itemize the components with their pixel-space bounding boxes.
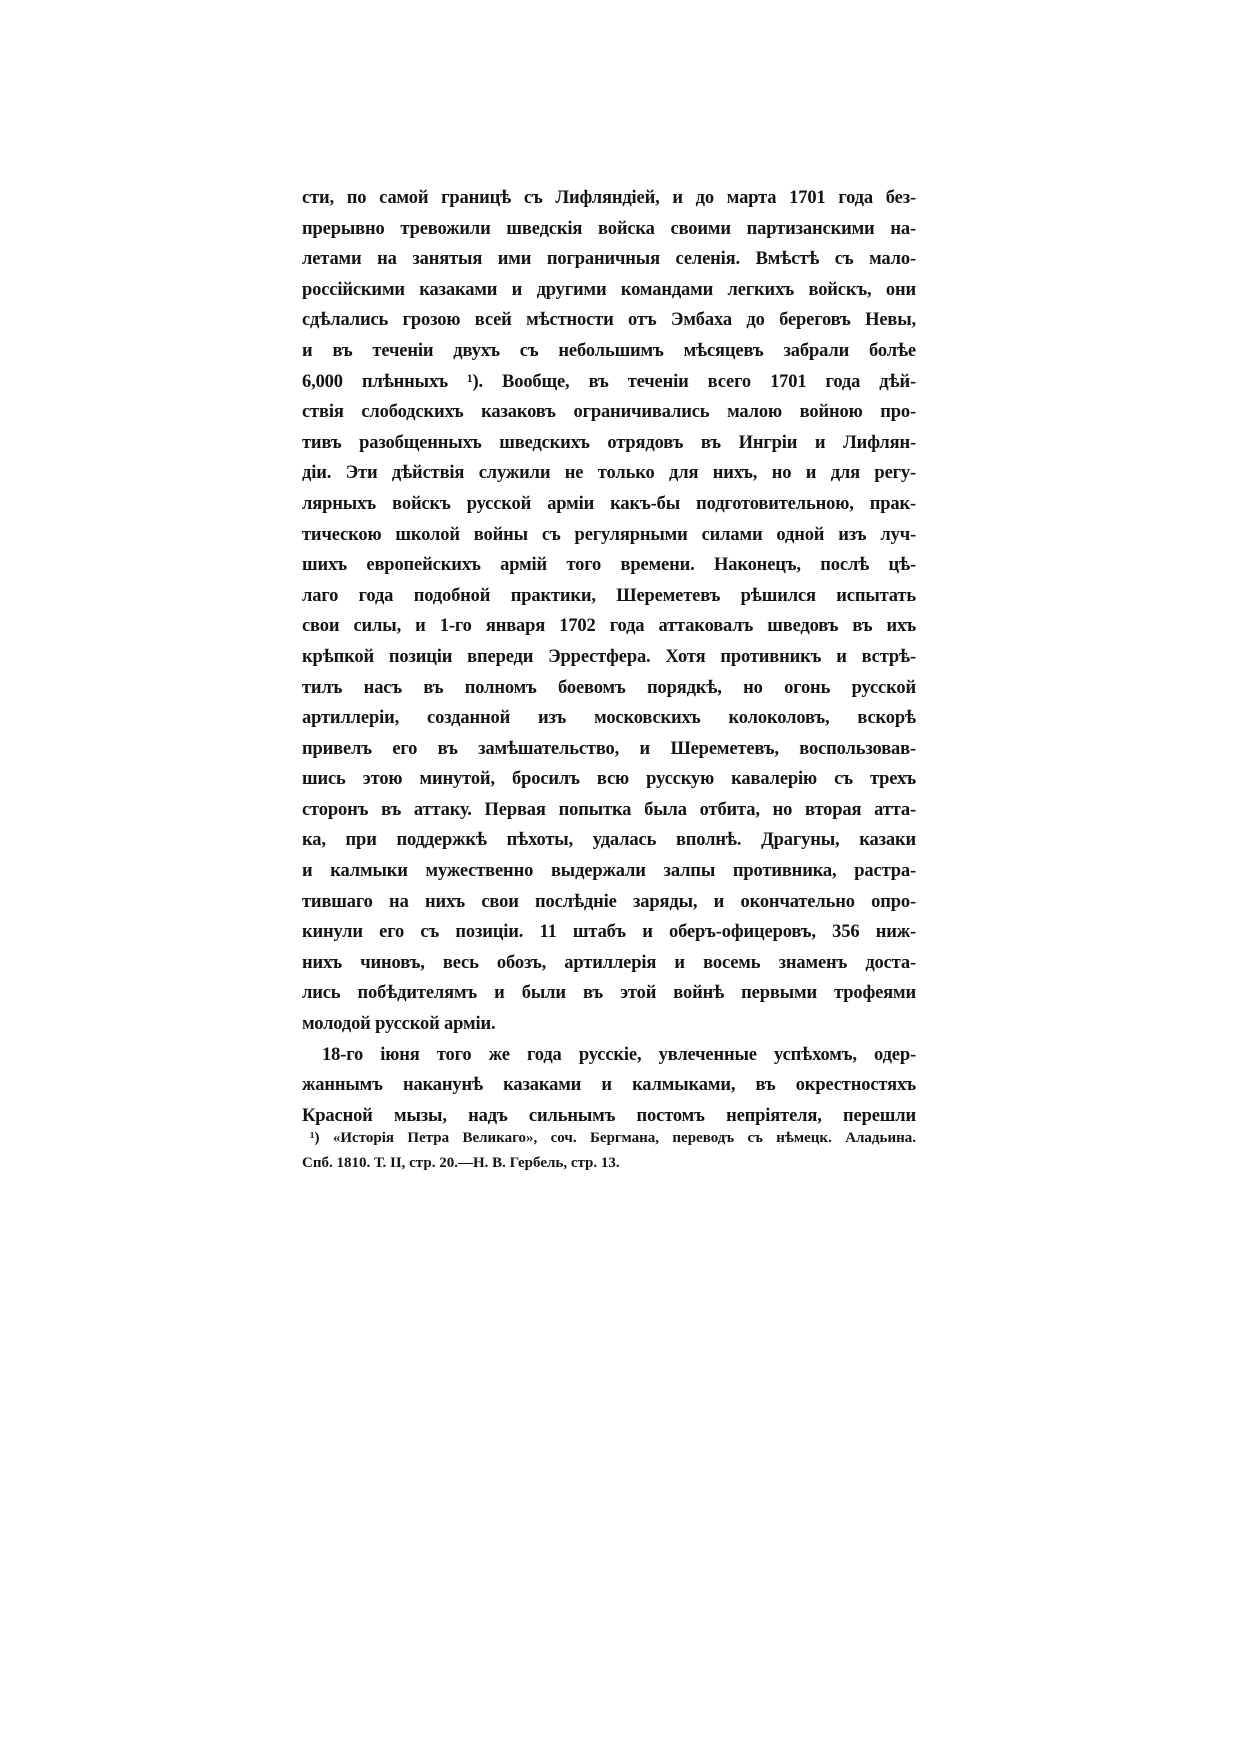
text-line: лярныхъ войскъ русской арміи какъ-бы подготовительною, прак- bbox=[302, 493, 916, 514]
text-line: тическою школой войны съ регулярными силами одной изъ луч- bbox=[302, 524, 916, 545]
text-line: кинули его съ позиціи. 11 штабъ и оберъ-офицеровъ, 356 ниж- bbox=[302, 922, 916, 943]
text-line: 18-го іюня того же года русскіе, увлеченные успѣхомъ, одер- bbox=[322, 1044, 916, 1065]
text-line: шись этою минутой, бросилъ всю русскую кавалерію съ трехъ bbox=[302, 769, 916, 790]
text-line: и калмыки мужественно выдержали залпы противника, растра- bbox=[302, 861, 916, 882]
footnote-line: ¹) «Исторія Петра Великаго», соч. Бергмана, переводъ съ нѣмецк. Аладьина. bbox=[310, 1130, 916, 1146]
text-line: тилъ насъ въ полномъ боевомъ порядкѣ, но огонь русской bbox=[302, 677, 916, 698]
text-line: тившаго на нихъ свои послѣдніе заряды, и окончательно опро- bbox=[302, 891, 916, 912]
text-line: діи. Эти дѣйствія служили не только для нихъ, но и для регу- bbox=[302, 463, 916, 484]
text-line: ка, при поддержкѣ пѣхоты, удалась вполнѣ. Драгуны, казаки bbox=[302, 830, 916, 851]
text-line: россійскими казаками и другими командами легкихъ войскъ, они bbox=[302, 279, 916, 300]
text-line: 6,000 плѣнныхъ ¹). Вообще, въ теченіи всего 1701 года дѣй- bbox=[302, 371, 916, 392]
text-line: прерывно тревожили шведскія войска своими партизанскими на- bbox=[302, 218, 916, 239]
text-line: сти, по самой границѣ съ Лифляндіей, и до марта 1701 года без- bbox=[302, 188, 916, 208]
text-line: сторонъ въ аттаку. Первая попытка была отбита, но вторая атта- bbox=[302, 799, 916, 820]
text-line: лаго года подобной практики, Шереметевъ рѣшился испытать bbox=[302, 585, 916, 606]
text-line: крѣпкой позиціи впереди Эррестфера. Хотя противникъ и встрѣ- bbox=[302, 646, 916, 667]
text-line: молодой русской арміи. bbox=[302, 1014, 496, 1035]
footnote-block bbox=[302, 1126, 916, 1176]
text-line: лись побѣдителямъ и были въ этой войнѣ первыми трофеями bbox=[302, 983, 916, 1004]
text-line: тивъ разобщенныхъ шведскихъ отрядовъ въ Ингріи и Лифлян- bbox=[302, 432, 916, 453]
text-line: летами на занятыя ими пограничныя селенія. Вмѣстѣ съ мало- bbox=[302, 249, 916, 270]
text-line: артиллеріи, созданной изъ московскихъ колоколовъ, вскорѣ bbox=[302, 708, 916, 729]
text-line: свои силы, и 1-го января 1702 года аттаковалъ шведовъ въ ихъ bbox=[302, 616, 916, 637]
text-line: и въ теченіи двухъ съ небольшимъ мѣсяцевъ забрали болѣе bbox=[302, 340, 916, 361]
main-text bbox=[302, 183, 916, 1131]
footnote-line: Спб. 1810. Т. II, стр. 20.—Н. В. Гербель, стр. 13. bbox=[302, 1155, 620, 1171]
text-line: шихъ европейскихъ армій того времени. Наконецъ, послѣ цѣ- bbox=[302, 555, 916, 576]
text-line: нихъ чиновъ, весь обозъ, артиллерія и восемь знаменъ доста- bbox=[302, 952, 916, 973]
text-line: Красной мызы, надъ сильнымъ постомъ непріятеля, перешли bbox=[302, 1105, 916, 1126]
text-line: привелъ его въ замѣшательство, и Шереметевъ, воспользовав- bbox=[302, 738, 916, 759]
text-line: жаннымъ наканунѣ казаками и калмыками, въ окрестностяхъ bbox=[302, 1075, 916, 1096]
text-line: сдѣлались грозою всей мѣстности отъ Эмбаха до береговъ Невы, bbox=[302, 310, 916, 331]
text-line: ствія слободскихъ казаковъ ограничивались малою войною про- bbox=[302, 402, 916, 423]
